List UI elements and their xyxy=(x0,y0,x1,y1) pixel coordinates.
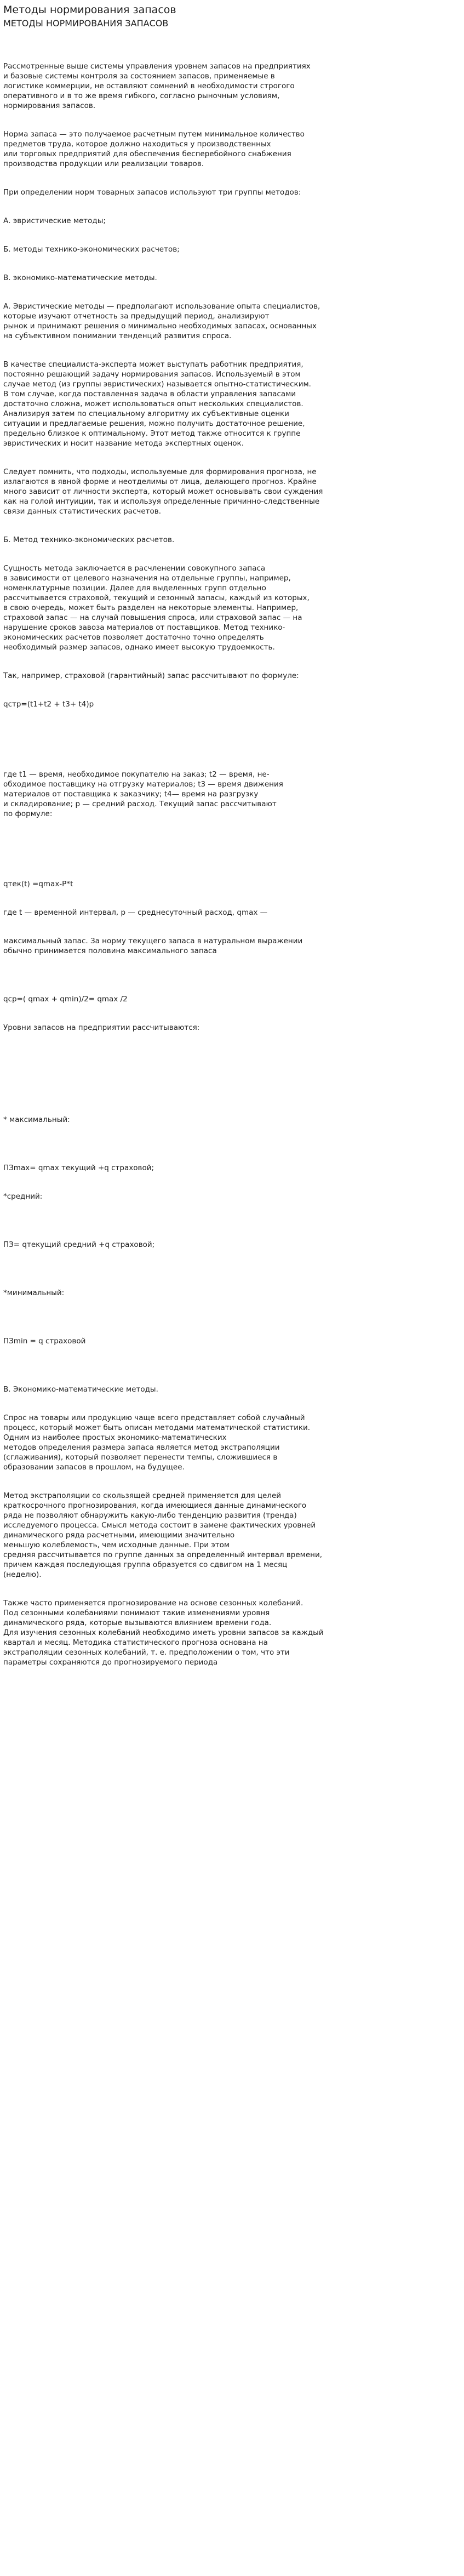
paragraph-norm-definition: Норма запаса — это получаемое расчетным путем минимальное количество предметов труда, которое должно находиться у производственных или торговых предприятий для обеспечения бесперебойного снабжения производства продукции или реализации товаров. xyxy=(3,130,305,168)
paragraph-heuristic-methods: А. Эвристические методы — предполагают использование опыта специалистов, которые изучают отчетность за предыдущий период, анализируют рынок и принимают решения о минимально необходимых запасах, основанных на субъективном понимании тенденций развития спроса. xyxy=(3,302,320,340)
list-item-math: В. экономико-математические методы. xyxy=(3,273,157,282)
page-subtitle: МЕТОДЫ НОРМИРОВАНИЯ ЗАПАСОВ xyxy=(3,18,169,29)
formula-current-stock: qтек(t) =qmax-P*t xyxy=(3,880,73,888)
article-body xyxy=(3,61,461,1667)
formula-average-stock: qср=( qmax + qmin)/2= qmax /2 xyxy=(3,995,128,1004)
paragraph-formula-legend: где t1 — время, необходимое покупателю на заказ; t2 — время, не- обходимое поставщику на отгрузку материалов; t3 — время движения материалов от поставщика к заказчику; t4— время на разгрузку и складирование; р — средний расход. Текущий запас рассчитывают по формуле: xyxy=(3,770,283,818)
list-item-technical: Б. методы технико-экономических расчетов; xyxy=(3,245,180,254)
formula-safety-stock: qстр=(t1+t2 + t3+ t4)p xyxy=(3,700,94,709)
list-item-heuristic: А. эвристические методы; xyxy=(3,216,106,225)
paragraph-method-groups: При определении норм товарных запасов используют три группы методов: xyxy=(3,188,301,197)
paragraph-seasonal: Также часто применяется прогнозирование на основе сезонных колебаний. Под сезонными колебаниями понимают такие изменениями уровня динамического ряда, которые вызываются влиянием времени года. Для изучения сезонных колебаний необходимо иметь уровни запасов за каждый квартал и месяц. Методика статистического прогноза основана на экстраполяции сезонных колебаний, т. е. предположении о том, что эти параметры сохраняются до прогнозируемого периода xyxy=(3,1599,324,1667)
formula-min-level: ПЗmin = q страховой xyxy=(3,1337,86,1346)
paragraph-expert: В качестве специалиста-эксперта может выступать работник предприятия, постоянно решающий задачу нормирования запасов. Используемый в этом случае метод (из группы эвристических) называется опытно-статистическим. В том случае, когда поставленная задача в области управления запасами достаточно сложна, может использоваться опыт нескольких специалистов. Анализируя затем по специальному алгоритму их субъективные оценки ситуации и предлагаемые решения, можно получить достаточное решение, предельно близкое к оптимальному. Этот метод также относится к группе эвристических и носит название метода экспертных оценок. xyxy=(3,360,311,448)
paragraph-time-interval: где t — временной интервал, р — среднесуточный расход, qmax — xyxy=(3,908,268,917)
paragraph-stock-levels: Уровни запасов на предприятии рассчитываются: xyxy=(3,1023,200,1032)
paragraph-max-stock: максимальный запас. За норму текущего запаса в натуральном выражении обычно принимается половина максимального запаса xyxy=(3,937,303,955)
formula-average-level: ПЗ= qтекущий средний +q страховой; xyxy=(3,1240,155,1249)
paragraph-forecast-note: Следует помнить, что подходы, используемые для формирования прогноза, не излагаются в явной форме и неотделимы от лица, делающего прогноз. Крайне много зависит от личности эксперта, который может основывать свои суждения как на голой интуиции, так и используя определенные причинно-следственные связи данных статистических расчетов. xyxy=(3,468,323,516)
list-item-average: *средний: xyxy=(3,1192,43,1201)
section-heading-math: В. Экономико-математические методы. xyxy=(3,1385,158,1394)
paragraph-technical-essence: Сущность метода заключается в расчленении совокупного запаса в зависимости от целевого назначения на отдельные группы, например, номенклатурные позиции. Далее для выделенных групп отдельно рассчитывается страховой, текущий и сезонный запасы, каждый из которых, в свою очередь, может быть разделен на некоторые элементы. Например, страховой запас — на случай повышения спроса, или страховой запас — на нарушение сроков завоза материалов от поставщиков. Метод технико- экономических расчетов позволяет достаточно точно определять необходимый размер запасов, однако имеет высокую трудоемкость. xyxy=(3,564,310,652)
paragraph-safety-stock-intro: Так, например, страховой (гарантийный) запас рассчитывают по формуле: xyxy=(3,671,299,680)
paragraph-moving-average: Метод экстраполяции со скользящей средней применяется для целей краткосрочного прогнозирования, когда имеющиеся данные динамического ряда не позволяют обнаружить какую-либо тенденцию развития (тренда) исследуемого процесса. Смысл метода состоит в замене фактических уровней динамического ряда расчетными, имеющими значительно меньшую колеблемость, чем исходные данные. При этом средняя рассчитывается по группе данных за определенный интервал времени, причем каждая последующая группа образуется со сдвигом на 1 месяц (неделю). xyxy=(3,1491,323,1579)
page-title: Методы нормирования запасов xyxy=(3,4,176,16)
paragraph-intro: Рассмотренные выше системы управления уровнем запасов на предприятиях и базовые системы контроля за состоянием запасов, применяемые в логистике коммерции, не оставляют сомнений в необходимости строгого оперативного и в то же время гибкого, согласно рыночным условиям, нормирования запасов. xyxy=(3,62,311,110)
list-item-maximum: * максимальный: xyxy=(3,1115,70,1124)
formula-max-level: ПЗmax= qmax текущий +q страховой; xyxy=(3,1164,154,1172)
section-heading-technical: Б. Метод технико-экономических расчетов. xyxy=(3,535,175,544)
list-item-minimum: *минимальный: xyxy=(3,1289,65,1297)
paragraph-demand-random: Спрос на товары или продукцию чаще всего представляет собой случайный процесс, который может быть описан методами математической статистики. Одним из наиболее простых экономико-математических методов определения размера запаса является метод экстраполяции (сглаживания), который позволяет перенести темпы, сложившиеся в образовании запасов в прошлом, на будущее. xyxy=(3,1414,311,1472)
